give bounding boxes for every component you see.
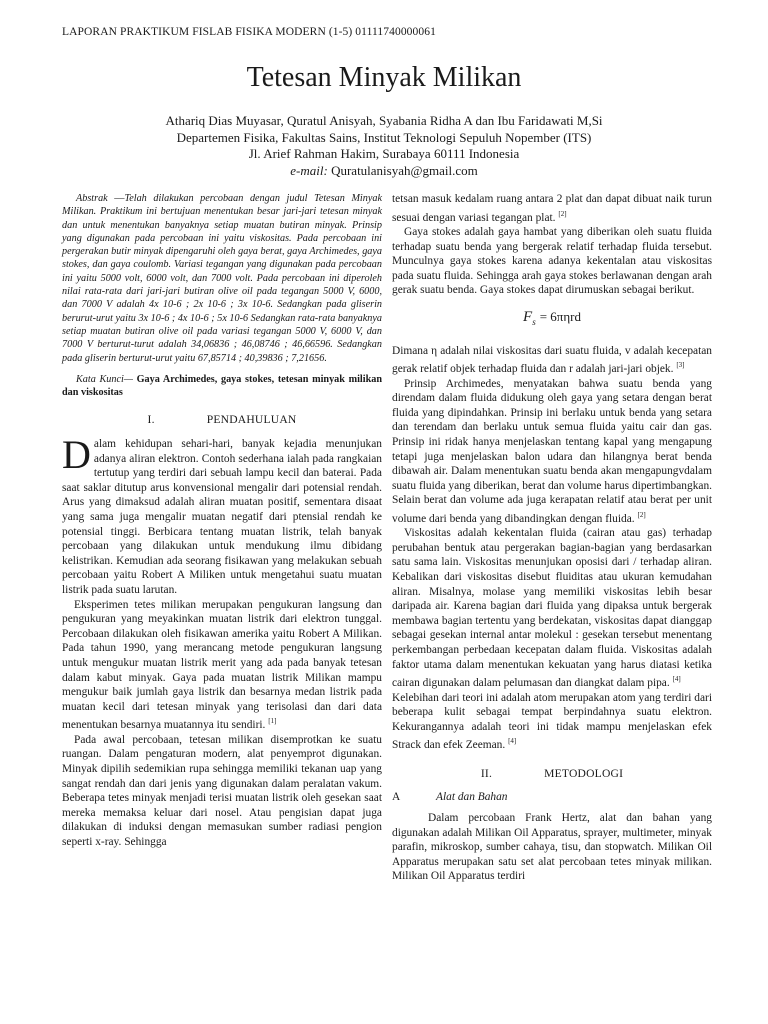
formula-lhs: F [523,308,533,325]
intro-paragraph-2 [62,598,382,733]
formula-subscript: s [532,316,536,327]
right-paragraph-1 [392,192,712,225]
section-title: PENDAHULUAN [206,413,297,427]
address: Jl. Arief Rahman Hakim, Surabaya 60111 Indonesia [248,146,520,161]
formula-rhs: = 6πηrd [539,308,581,324]
section-heading-intro [62,413,382,428]
intro-paragraph-1-text: alam kehidupan sehari-hari, banyak kejadia menunjukan adanya aliran elektron. Contoh sederhana ialah pada rangkaian tertutup yang terdiri dari sebuah lampu kecil dan baterai. Pada saat saklar ditutup arus konvensional mengalir dari potensial rendah. Arus yang dimaksud adalah aliran muatan positif, sementara disaat yang sama juga mengalir muatan negatif dari ptensial rendah ke potensial tinggi. Berbicara tentang muatan listrik, telah banyak percobaan yang dilakukan untuk mendukung ilmu dibidang kelistrikan. Kemudian ada seorang fisikawan yang melakukan sebuah percobaan yaitu Robert A Miliken untuk mengetahui suatu muatan listrik pada suatu larutan. [62,438,382,596]
materials-paragraph: Dalam percobaan Frank Hertz, alat dan bahan yang digunakan adalah Milikan Oil Apparatus, sprayer, multimeter, minyak parafin, mikroskop, sumber cahaya, tisu, dan stopwatch. Milikan Oil Apparatus merupakan satu set alat percobaan tetes minyak milikan. Milikan Oil Apparatus terdiri [392,811,712,883]
section-title: METODOLOGI [544,766,624,780]
subsection-title: Alat dan Bahan [436,791,508,804]
stokes-paragraph: Gaya stokes adalah gaya hambat yang diberikan oleh suatu fluida terhadap suatu benda yang bergerak relatif terhadap fluida tersebut. Munculnya gaya stokes karena adanya kekentalan atau viskositas pada suatu fluida. Sehingga arah gaya stokes berlawanan dengan arah gerak suatu benda. Gaya stokes dapat dirumuskan sebagai berikut. [392,225,712,297]
section-number: I. [147,413,155,427]
viscosity-paragraph [392,526,712,690]
variables-paragraph [392,344,712,377]
keywords [62,373,382,400]
citation: [2] [637,510,646,519]
stokes-formula [392,310,712,330]
archimedes-paragraph-text: Prinsip Archimedes, menyatakan bahwa suatu benda yang direndam dalam fluida didukung oleh gaya yang setara dengan berat fluida yang dipindahkan. Prinsip ini berlaku untuk benda yang setara dan terendam dan berlaku untuk semua fluida yaitu cair dan gas. Prinsip ini ridak hanya menjelaskan tentang kapal yang mengapung tetapi juga menjelaskan balon udara dan hilangnya berat benda dibawah air. Dalam menentukan suatu benda akan mengapungvdalam suatu fluida yang diberikan, berat dan volume harus dipertimbangkan. Selain berat dan volume ada juga kerapatan relatif atau berat per unit volume dari benda yang dibandingkan dengan fluida. [392,377,712,525]
keywords-label: Kata Kunci— [76,373,133,385]
intro-paragraph-1 [62,432,382,598]
left-column [62,192,382,849]
author-block [0,113,768,179]
section-heading-method [392,767,712,782]
subsection-heading [392,790,712,805]
keywords-text: Gaya Archimedes, gaya stokes, tetesan minyak milikan dan viskositas [62,373,382,399]
paper-title: Tetesan Minyak Milikan [246,62,522,93]
archimedes-paragraph [392,377,712,527]
intro-paragraph-2-text: Eksperimen tetes milikan merupakan pengukuran langsung dan pengukuran yang meyakinkan muatan listrik dari elektron tunggal. Percobaan dilakukan oleh fisikawan amerika yaitu Robert A Milikan. Pada tahun 1990, yang merancang metode pengukuran langsung untuk mengukur muatan listrik merit yang ada pada banyak tetesan dalam kabut minyak. Gaya pada muatan listrik Milikan mampu mengukur baik jumlah gaya listrik dan besarnya medan listrik pada muatan kecil dari tetesan minyak yang terisolasi dan dari data menentukan besarnya muatannya itu sendiri. [62,598,382,732]
abstract: Abstrak ––Telah dilakukan percobaan dengan judul Tetesan Minyak Milikan. Praktikum ini bertujuan menentukan besar jari-jari tetesan minyak dan untuk menentukan banyaknya setiap muatan butiran minyak. Prinsip yang digunakan pada percobaan ini yaitu viskositas. Pada percobaan ini pergerakan butir minyak dipengaruhi oleh gaya berat, gaya Archimedes, gaya stokes, dan gaya coulomb. Variasi tegangan yang digunakan pada percobaan ini yaitu 5000 volt, 6000 volt, dan 7000 volt. Pada percobaan ini diperoleh nilai rata-rata dari jari-jari butiran olive oil pada tegangan 5000 V, 6000, dan 7000 V adalah 4x 10-6 ; 2x 10-6 ; 3x 10-6. Sedangkan pada gliserin berurut-urut yaitu 3x 10-6 ; 4x 10-6 ; 5x 10-6 Sedangkan rata-rata banyaknya setiap muatan butiran olive oil pada variasi tegangan 5000 V, 6000 V, dan 7000 V berturut-turut adalah 34,06836 ; 46,08746 ; 46,66596. Sedangkan pada gliserin berturut-urut yaitu 67,85714 ; 40,39836 ; 7,21656. [62,193,382,364]
email-line [0,163,768,180]
right-column [392,192,712,884]
citation: [3] [676,361,685,370]
drop-cap: D [62,432,91,478]
running-header: LAPORAN PRAKTIKUM FISLAB FISIKA MODERN (1-5) 01111740000061 [62,26,436,38]
citation: [4] [508,737,517,746]
intro-paragraph-3: Pada awal percobaan, tetesan milikan disemprotkan ke suatu ruangan. Dalam pengaturan modern, alat penyemprot digunakan. Minyak dipilih sedemikian rupa sehingga memiliki tekanan uap yang sangat rendah dan dari jenis yang digunakan dalam peralatan vakum. Beberapa tetes minyak menjadi terisi muatan listrik oleh gesekan saat mereka memaksa keluar dari nosel. Atau pengisian dapat juga dilakukan di induksi dengan memasukan sumber radiasi pengion seperti x-ray. Sehingga [62,733,382,848]
email-label: e-mail: [290,162,328,178]
theory-paragraph [392,691,712,753]
citation: [1] [268,717,277,726]
subsection-letter: A [392,791,401,804]
email-address: Quratulanisyah@gmail.com [331,162,478,178]
citation: [2] [558,209,567,218]
author-names: Athariq Dias Muyasar, Quratul Anisyah, Syabania Ridha A dan Ibu Faridawati M,Si [165,113,603,128]
citation: [4] [672,675,681,684]
theory-paragraph-text: Kelebihan dari teori ini adalah atom merupakan atom yang terdiri dari beberapa kulit sebagai tempat berpindahnya suatu elektron. Kekurangannya adalah teori ini tidak mampu menjelaskan efek Strack dan efek Zeeman. [392,691,712,752]
affiliation: Departemen Fisika, Fakultas Sains, Institut Teknologi Sepuluh Nopember (ITS) [176,129,592,145]
right-paragraph-1-text: tetsan masuk kedalam ruang antara 2 plat dan dapat dibuat naik turun sesuai dengan variasi tegangan plat. [392,193,712,224]
variables-paragraph-text: Dimana η adalah nilai viskositas dari suatu fluida, v adalah kecepatan gerak relatif objek terhadap fluida dan r adalah jari-jari objek. [392,344,712,375]
viscosity-paragraph-text: Viskositas adalah kekentalan fluida (cairan atau gas) terhadap perubahan bentuk atau pergerakan bagian-bagian yang berdasarkan satu sama lain. Viskositas menunjukan oposisi dari / terhadap aliran. Kebalikan dari viskositas disebut fluiditas atau ukuran kemudahan aliran. Misalnya, molase yang memiliki viskositas lebih besar daripada air. Karena bagian dari fluida yang dipaksa untuk bergerak membawa bagian tertentu yang berdekatan, viskositas dapat dianggap sebagai gesekan internal antar molekul : gesekan tersebut menentang perkembangan perbedaan kecepatan dalam fluida. Viskositas adalah faktor utama dalam menentukan kekuatan yang harus diatasi ketika cairan digunakan dalam pelumasan dan diangkat dalam pipa. [392,527,712,689]
section-number: II. [480,766,493,780]
